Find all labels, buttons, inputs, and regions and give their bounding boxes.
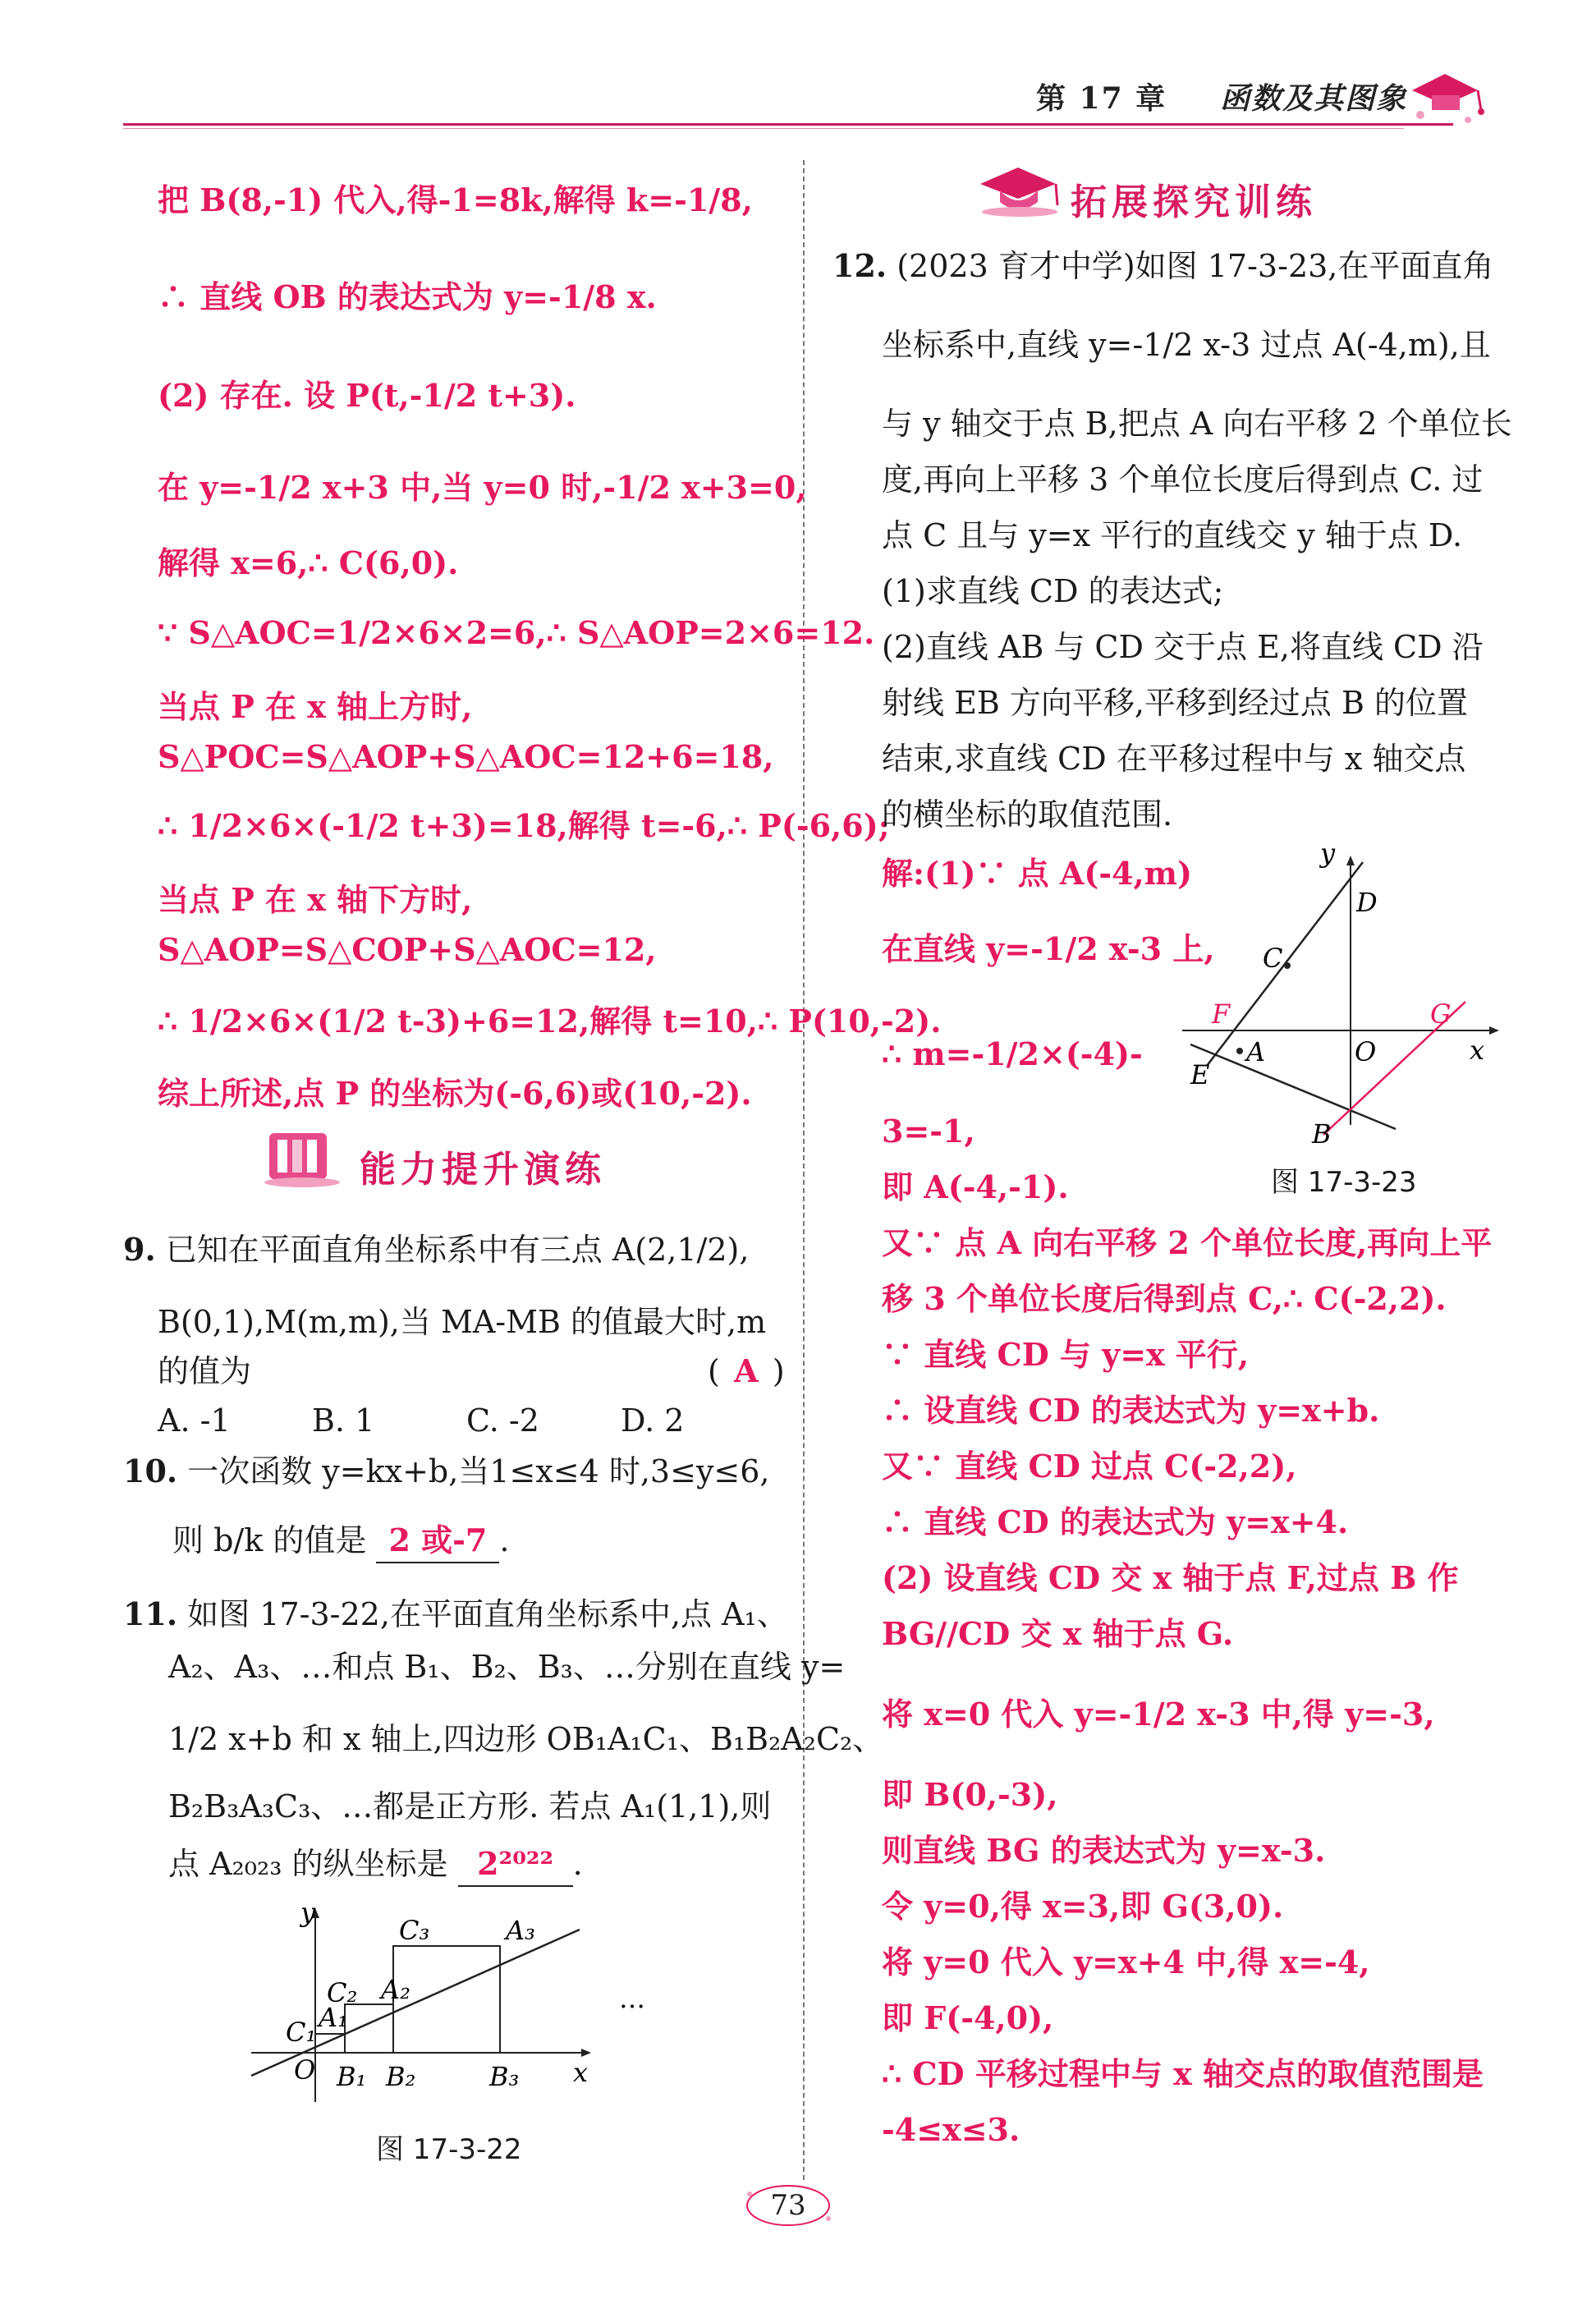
- question-text: B(0,1),M(m,m),当 MA-MB 的值最大时,m: [158, 1304, 767, 1340]
- question-text: 已知在平面直角坐标系中有三点 A(2,1/2),: [165, 1232, 750, 1268]
- question-number: 9.: [123, 1231, 156, 1268]
- fig-label: O: [294, 2054, 316, 2086]
- solution-line: 即 F(-4,0),: [882, 1999, 1054, 2036]
- solution-line: ∴ 1/2×6×(1/2 t-3)+6=12,解得 t=10,∴ P(10,-2).: [158, 1003, 942, 1040]
- solution-line: ∴ 设直线 CD 的表达式为 y=x+b.: [882, 1392, 1380, 1429]
- fig-label: x: [1470, 1035, 1485, 1066]
- solution-line: ∵ S△AOC=1/2×6×2=6,∴ S△AOP=2×6=12.: [158, 614, 875, 651]
- fig-label: A₂: [381, 1974, 410, 2005]
- fig-label: E: [1190, 1059, 1210, 1090]
- option-b: B. 1: [312, 1402, 375, 1439]
- solution-line: ∴ 直线 OB 的表达式为 y=-1/8 x.: [158, 278, 657, 315]
- question-number: 12.: [832, 247, 887, 284]
- solution-line: (2) 设直线 CD 交 x 轴于点 F,过点 B 作: [882, 1559, 1459, 1596]
- fig-label: B₁: [337, 2061, 367, 2092]
- section-title-explore: 拓展探究训练: [1071, 181, 1317, 223]
- fig-ellipsis: …: [619, 1983, 645, 2014]
- question-text: 点 A₂₀₂₃ 的纵坐标是: [168, 1846, 448, 1882]
- question-text: B₂B₃A₃C₃、…都是正方形. 若点 A₁(1,1),则: [168, 1788, 772, 1824]
- solution-line: 则直线 BG 的表达式为 y=x-3.: [882, 1832, 1326, 1869]
- chapter-title: 函数及其图象: [1220, 81, 1408, 116]
- question-text: 射线 EB 方向平移,平移到经过点 B 的位置: [882, 685, 1468, 721]
- question-text: (1)求直线 CD 的表达式;: [882, 573, 1224, 609]
- solution-line: 当点 P 在 x 轴上方时,: [158, 688, 473, 725]
- question-text: 如图 17-3-22,在平面直角坐标系中,点 A₁、: [187, 1596, 788, 1632]
- question-text: 坐标系中,直线 y=-1/2 x-3 过点 A(-4,m),且: [882, 327, 1491, 363]
- question-number: 11.: [123, 1595, 178, 1632]
- solution-line: 解得 x=6,∴ C(6,0).: [158, 544, 459, 581]
- fig-label: y: [1320, 846, 1336, 869]
- solution-line: 在 y=-1/2 x+3 中,当 y=0 时,-1/2 x+3=0,: [158, 469, 807, 506]
- answer: A: [734, 1352, 759, 1389]
- solution-line: 即 B(0,-3),: [882, 1776, 1058, 1813]
- solution-line: -4≤x≤3.: [882, 2111, 1020, 2148]
- solution-line: 即 A(-4,-1).: [882, 1168, 1069, 1205]
- fig-label: D: [1356, 887, 1378, 918]
- option-a: A. -1: [158, 1402, 231, 1439]
- fig-label: x: [573, 2057, 589, 2088]
- header-rule: [123, 123, 1453, 126]
- solution-line: S△AOP=S△COP+S△AOC=12,: [158, 931, 657, 968]
- bookshelf-icon: [261, 1125, 343, 1191]
- solution-line: 又∵ 点 A 向右平移 2 个单位长度,再向上平: [882, 1224, 1493, 1261]
- question-text: A₂、A₃、…和点 B₁、B₂、B₃、…分别在直线 y=: [168, 1649, 846, 1685]
- figure-17-3-23: [1174, 846, 1502, 1150]
- solution-line: 又∵ 直线 CD 过点 C(-2,2),: [882, 1448, 1297, 1485]
- answer: 2 或-7: [388, 1521, 488, 1558]
- solution-line: (2) 存在. 设 P(t,-1/2 t+3).: [158, 377, 576, 414]
- solution-line: ∴ 直线 CD 的表达式为 y=x+4.: [882, 1503, 1349, 1540]
- header-rule-thin: [123, 128, 1404, 129]
- question-text: 点 C 且与 y=x 平行的直线交 y 轴于点 D.: [882, 517, 1463, 553]
- question-text: (2)直线 AB 与 CD 交于点 E,将直线 CD 沿: [882, 629, 1484, 665]
- fig-label: A₃: [506, 1915, 535, 1946]
- section-title-ability: 能力提升演练: [360, 1149, 606, 1191]
- question-text: 度,再向上平移 3 个单位长度后得到点 C. 过: [882, 461, 1484, 498]
- solution-line: 当点 P 在 x 轴下方时,: [158, 881, 473, 918]
- fig-label: B: [1312, 1118, 1332, 1150]
- question-text: 1/2 x+b 和 x 轴上,四边形 OB₁A₁C₁、B₁B₂A₂C₂、: [168, 1721, 884, 1757]
- column-divider: [803, 160, 805, 2180]
- fig-label: C₁: [286, 2017, 317, 2048]
- figure-17-3-22: [243, 1897, 686, 2118]
- chapter-header: [1036, 76, 1407, 117]
- option-c: C. -2: [466, 1402, 539, 1439]
- fig-label: F: [1212, 998, 1231, 1030]
- solution-line: 综上所述,点 P 的坐标为(-6,6)或(10,-2).: [158, 1075, 752, 1112]
- graduation-cap-icon: [975, 161, 1066, 218]
- figure-caption: 图 17-3-22: [376, 2133, 522, 2166]
- fig-label: G: [1430, 998, 1452, 1030]
- question-text: 与 y 轴交于点 B,把点 A 向右平移 2 个单位长: [882, 406, 1512, 442]
- fig-label: C₃: [399, 1915, 430, 1946]
- question-text: 的横坐标的取值范围.: [882, 796, 1173, 833]
- solution-line: BG//CD 交 x 轴于点 G.: [882, 1615, 1234, 1652]
- graduation-cap-icon: [1396, 57, 1494, 131]
- solution-line: S△POC=S△AOP+S△AOC=12+6=18,: [158, 738, 774, 775]
- page-number: 73: [770, 2189, 806, 2222]
- solution-line: 在直线 y=-1/2 x-3 上,: [882, 930, 1215, 967]
- fig-label: A: [1246, 1036, 1266, 1067]
- figure-caption: 图 17-3-23: [1271, 1166, 1417, 1199]
- question-number: 10.: [123, 1453, 178, 1489]
- fig-label: B₃: [489, 2061, 520, 2092]
- question-text: 则 b/k 的值是: [172, 1522, 367, 1558]
- fig-label: C: [1263, 943, 1283, 974]
- solution-line: ∴ CD 平移过程中与 x 轴交点的取值范围是: [882, 2055, 1484, 2092]
- solution-line: ∴ m=-1/2×(-4)-: [882, 1035, 1143, 1072]
- solution-line: 令 y=0,得 x=3,即 G(3,0).: [882, 1888, 1284, 1925]
- option-d: D. 2: [621, 1402, 685, 1439]
- fig-label: y: [300, 1897, 316, 1928]
- solution-line: 将 y=0 代入 y=x+4 中,得 x=-4,: [882, 1944, 1370, 1980]
- question-text: 的值为: [158, 1353, 252, 1389]
- chapter-number: 第 17 章: [1036, 81, 1167, 116]
- solution-line: 解:(1)∵ 点 A(-4,m): [882, 855, 1192, 892]
- answer-bracket: ( A ): [708, 1350, 785, 1393]
- solution-line: ∵ 直线 CD 与 y=x 平行,: [882, 1336, 1250, 1373]
- question-text: 结束,求直线 CD 在平移过程中与 x 轴交点: [882, 741, 1466, 777]
- solution-line: 移 3 个单位长度后得到点 C,∴ C(-2,2).: [882, 1280, 1447, 1317]
- fig-label: C₂: [327, 1977, 358, 2008]
- fig-label: A₁: [319, 2002, 348, 2033]
- fig-label: O: [1355, 1036, 1377, 1067]
- solution-line: 将 x=0 代入 y=-1/2 x-3 中,得 y=-3,: [882, 1696, 1435, 1733]
- solution-line: ∴ 1/2×6×(-1/2 t+3)=18,解得 t=-6,∴ P(-6,6);: [158, 807, 890, 844]
- solution-line: 3=-1,: [882, 1113, 975, 1150]
- question-text: 一次函数 y=kx+b,当1≤x≤4 时,3≤y≤6,: [187, 1453, 770, 1489]
- solution-line: 把 B(8,-1) 代入,得-1=8k,解得 k=-1/8,: [158, 181, 753, 218]
- question-text: (2023 育才中学)如图 17-3-23,在平面直角: [897, 248, 1494, 284]
- fig-label: B₂: [386, 2061, 416, 2092]
- answer: 2²⁰²²: [477, 1845, 554, 1882]
